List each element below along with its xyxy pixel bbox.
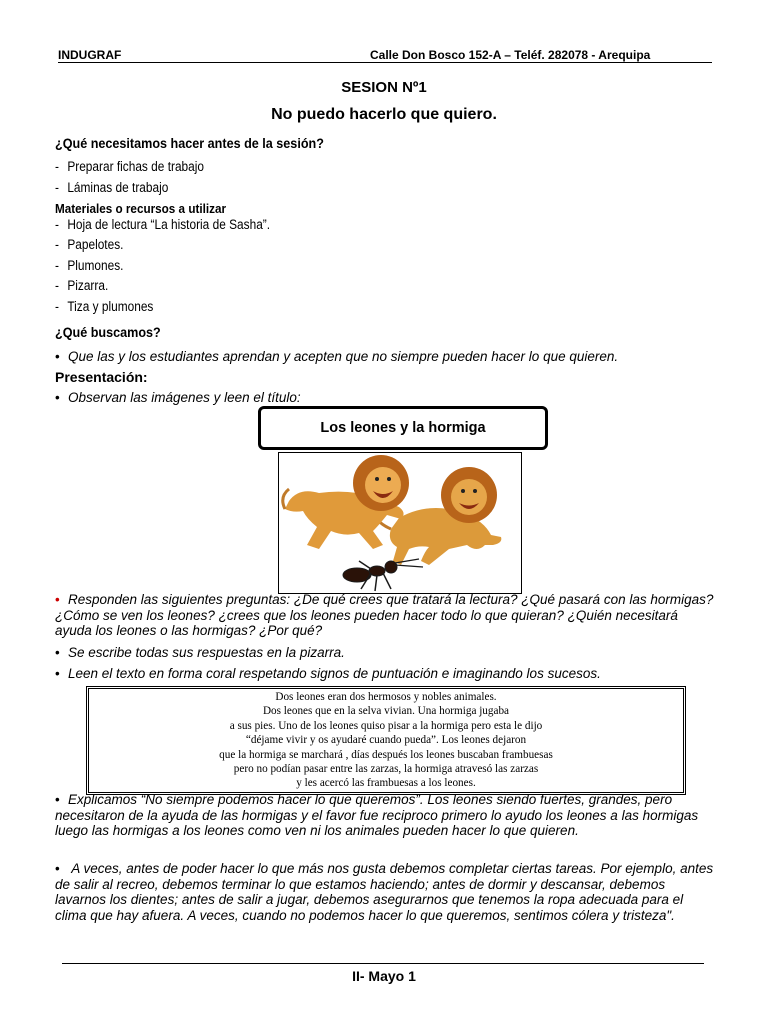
- prep-item: - Láminas de trabajo: [55, 180, 169, 195]
- lions-ant-drawing: [279, 453, 521, 593]
- story-line: Dos leones eran dos hermosos y nobles animales.: [275, 691, 497, 703]
- goal-text: • Que las y los estudiantes aprendan y acepten que no siempre pueden hacer lo que quieren.: [55, 349, 619, 364]
- lions-ant-illustration: [278, 452, 522, 594]
- header-rule: [58, 62, 712, 63]
- story-line: y les acercó las frambuesas a los leones.: [296, 777, 476, 790]
- header-brand: INDUGRAF: [58, 48, 122, 62]
- red-bullet-icon: •: [55, 592, 60, 607]
- header-address: Calle Don Bosco 152-A – Teléf. 282078 - Arequipa: [370, 48, 651, 62]
- materials-item: - Pizarra.: [55, 278, 109, 293]
- materials-item: - Plumones.: [55, 258, 124, 273]
- choral-reading-note: • Leen el texto en forma coral respetando signos de puntuación e imaginando los sucesos.: [55, 666, 601, 681]
- prep-item: - Preparar fichas de trabajo: [55, 159, 205, 174]
- ant-icon: [343, 559, 423, 591]
- story-line: que la hormiga se marchará , días después los leones buscaban frambuesas: [219, 748, 553, 761]
- story-title-box: Los leones y la hormiga: [258, 406, 548, 450]
- story-line: pero no podían pasar entre las zarzas, la hormiga atravesó las zarzas: [233, 763, 539, 776]
- footer-rule: [62, 963, 704, 964]
- closing-paragraph-2: • A veces, antes de poder hacer lo que más nos gusta debemos completar ciertas tareas. Por ejemplo, antes de salir al recreo, debemos terminar lo que estamos haciendo; antes de dormir y descansar, debemos lavarnos los dientes; antes de salir a jugar, debemos asegurarnos que tenemos la ropa adecuada para el clima que hay afuera. A veces, cuando no podemos hacer lo que queremos, sentimos cólera y tristeza".: [55, 861, 714, 923]
- presentation-text: • Observan las imágenes y leen el título:: [55, 390, 301, 405]
- story-line: “déjame vivir y os ayudaré cuando pueda”. Los leones dejaron: [245, 734, 527, 747]
- goal-heading: ¿Qué buscamos?: [55, 324, 161, 340]
- questions-paragraph: • Responden las siguientes preguntas: ¿De qué crees que tratará la lectura? ¿Qué pasará con las hormigas? ¿Cómo se ven los leones? ¿crees que los leones pueden hacer todo lo que quieran? ¿Quién necesitará ayuda los leones o las hormigas? ¿Por qué?: [55, 592, 714, 638]
- story-line: Dos leones que en la selva vivian. Una hormiga jugaba: [262, 705, 510, 718]
- materials-item: - Hoja de lectura “La historia de Sasha”.: [55, 217, 271, 232]
- story-text-box: [86, 686, 686, 795]
- prep-heading: ¿Qué necesitamos hacer antes de la sesión?: [55, 135, 324, 151]
- presentation-heading: Presentación:: [55, 369, 148, 385]
- session-number: SESION Nº1: [341, 79, 427, 96]
- footer-label: II- Mayo 1: [352, 968, 416, 984]
- session-title: No puedo hacerlo que quiero.: [271, 106, 497, 123]
- closing-paragraph-1: • Explicamos “No siempre podemos hacer lo que queremos”. Los leones siendo fuertes, grandes, pero necesitaron de la ayuda de las hormigas y el favor fue reciproco primero lo ayudo los leones a las hormigas luego las hormigas a los leones como ven ni los animales pueden hacer lo que quieren.: [55, 792, 699, 838]
- materials-heading: Materiales o recursos a utilizar: [55, 201, 227, 216]
- materials-item: - Papelotes.: [55, 237, 124, 252]
- answers-note: • Se escribe todas sus respuestas en la pizarra.: [55, 645, 345, 660]
- materials-item: - Tiza y plumones: [55, 299, 154, 314]
- story-line: a sus pies. Uno de los leones quiso pisar a la hormiga pero esta le dijo: [229, 719, 543, 732]
